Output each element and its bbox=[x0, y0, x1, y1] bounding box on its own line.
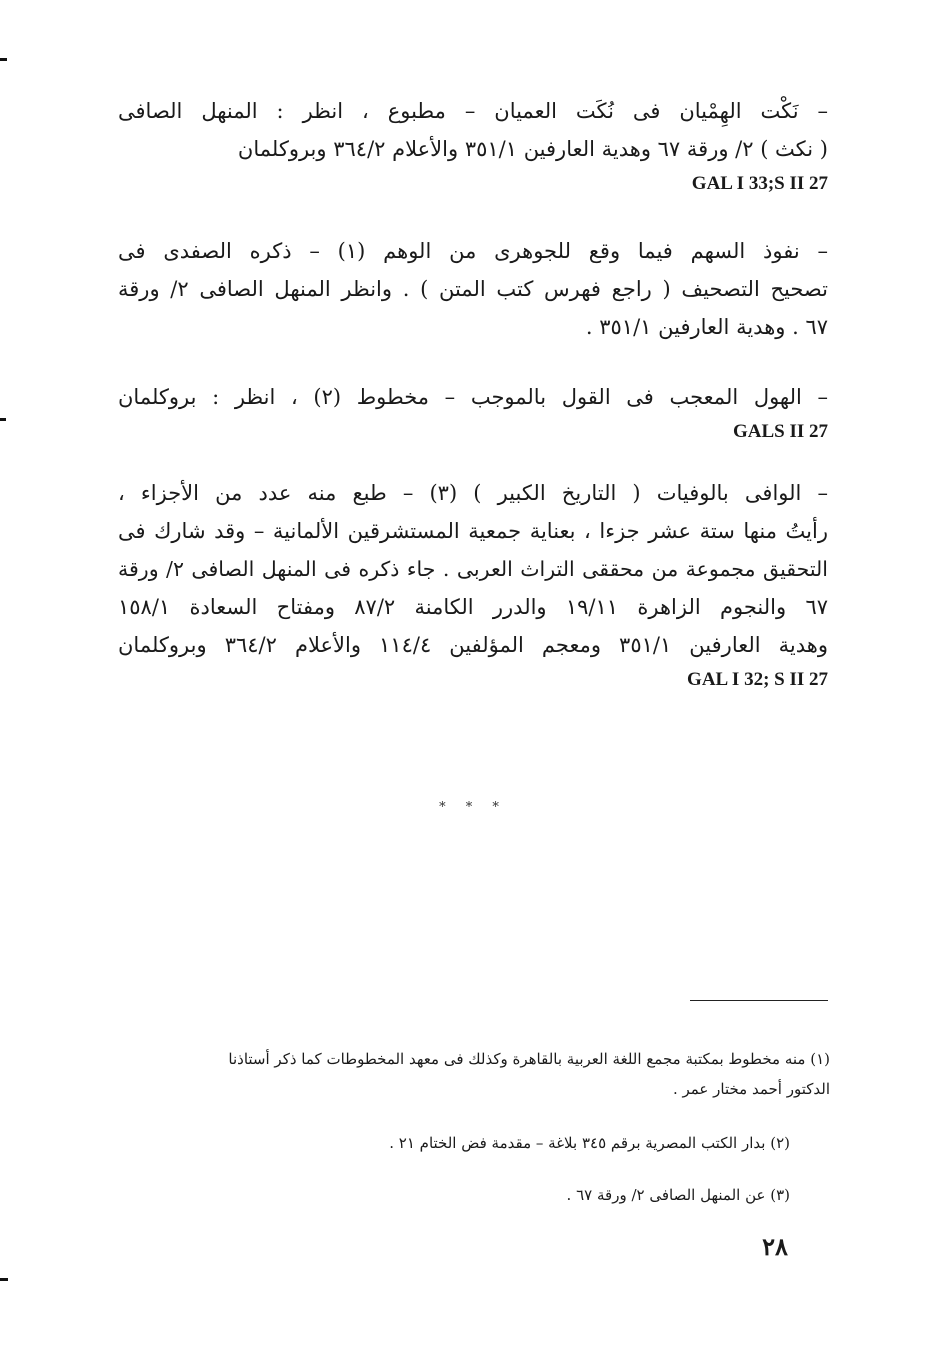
footnote-2-line-1: (٢) بدار الكتب المصرية برقم ٣٤٥ بلاغة – مقدمة فض الختام ٢١ . bbox=[389, 1134, 790, 1152]
binding-mark-2 bbox=[0, 418, 6, 421]
entry-3-reference: GALS II 27 bbox=[732, 421, 828, 442]
entry-1-line-2: ( نكث ) ٢/ ورقة ٦٧ وهدية العارفين ٣٥١/١ والأعلام ٣٦٤/٢ وبروكلمان bbox=[237, 137, 828, 161]
entry-1-reference: GAL I 33;S II 27 bbox=[691, 173, 828, 194]
entry-3-line-1: – الهول المعجب فى القول بالموجب – مخطوط (٢) ، انظر : بروكلمان bbox=[118, 385, 828, 409]
entry-1-line-1: – نَكْت الهِمْيان فى نُكَت العميان – مطبوع ، انظر : المنهل الصافى bbox=[118, 99, 828, 123]
entry-4-line-4: ٦٧ والنجوم الزاهرة ١٩/١١ والدرر الكامنة ٨٧/٢ ومفتاح السعادة ١٥٨/١ bbox=[118, 595, 828, 619]
section-separator: * * * bbox=[439, 800, 507, 815]
footnote-1-line-1: (١) منه مخطوط بمكتبة مجمع اللغة العربية بالقاهرة وكذلك فى معهد المخطوطات كما ذكر أستاذنا bbox=[228, 1050, 830, 1068]
footnote-1-line-2: الدكتور أحمد مختار عمر . bbox=[672, 1080, 830, 1098]
entry-4-line-1: – الوافى بالوفيات ( التاريخ الكبير ) (٣) – طبع منه عدد من الأجزاء ، bbox=[118, 481, 828, 505]
footnote-3-line-1: (٣) عن المنهل الصافى ٢/ ورقة ٦٧ . bbox=[566, 1186, 790, 1204]
entry-4-reference: GAL I 32; S II 27 bbox=[687, 669, 828, 690]
entry-2-line-1: – نفوذ السهم فيما وقع للجوهرى من الوهم (١) – ذكره الصفدى فى bbox=[118, 239, 828, 263]
page-number: ٢٨ bbox=[762, 1232, 788, 1261]
entry-2-line-3: ٦٧ . وهدية العارفين ٣٥١/١ . bbox=[585, 315, 828, 339]
entry-4-line-3: التحقيق مجموعة من محققى التراث العربى . جاء ذكره فى المنهل الصافى ٢/ ورقة bbox=[118, 557, 828, 581]
entry-2-line-2: تصحيح التصحيف ( راجع فهرس كتب المتن ) . وانظر المنهل الصافى ٢/ ورقة bbox=[118, 277, 828, 301]
binding-mark-3 bbox=[0, 1278, 8, 1281]
binding-mark-1 bbox=[0, 58, 7, 61]
entry-4-line-5: وهدية العارفين ٣٥١/١ ومعجم المؤلفين ١١٤/٤ والأعلام ٣٦٤/٢ وبروكلمان bbox=[118, 633, 828, 657]
entry-4-line-2: رأيتُ منها ستة عشر جزءا ، بعناية جمعية المستشرقين الألمانية – وقد شارك فى bbox=[118, 519, 828, 543]
